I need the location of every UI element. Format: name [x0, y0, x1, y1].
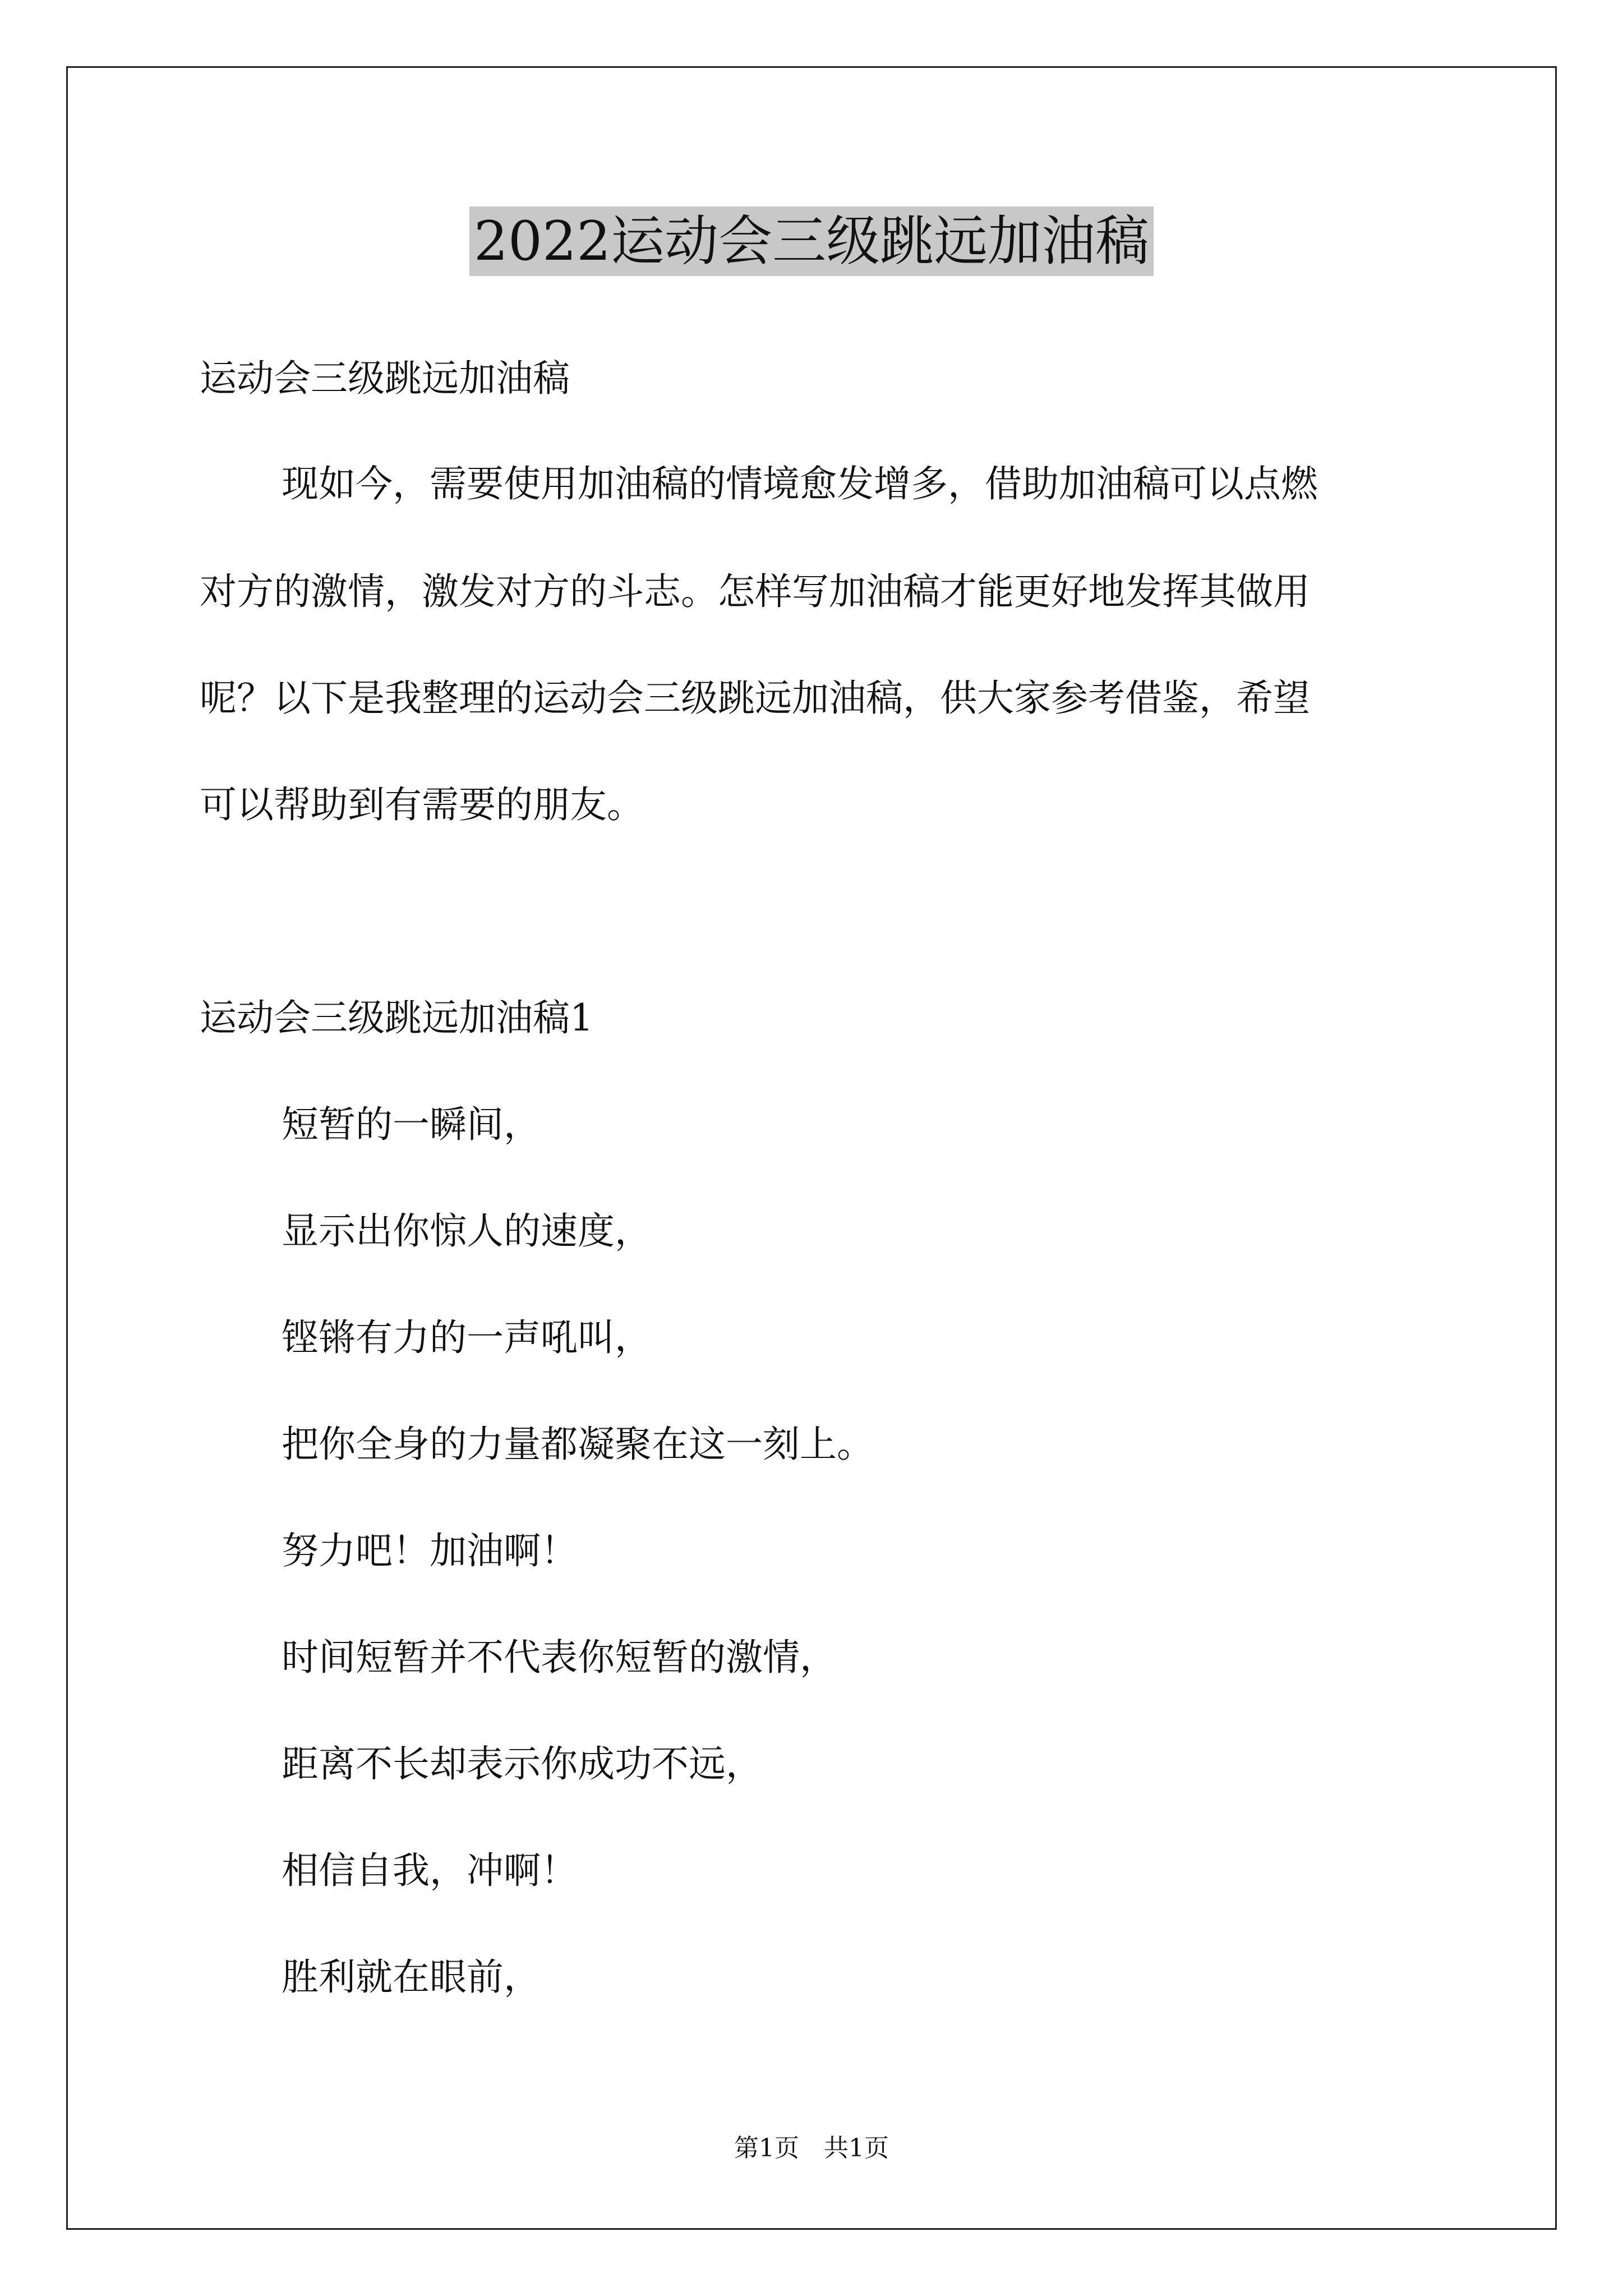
poem-line: 努力吧！加油啊！ [282, 1529, 578, 1572]
intro-line: 对方的激情，激发对方的斗志。怎样写加油稿才能更好地发挥其做用 [200, 570, 1310, 613]
poem-line: 时间短暂并不代表你短暂的激情， [282, 1636, 837, 1679]
intro-line: 现如今，需要使用加油稿的情境愈发增多，借助加油稿可以点燃 [282, 462, 1318, 505]
poem-line: 距离不长却表示你成功不远， [282, 1742, 763, 1786]
poem-line: 把你全身的力量都凝聚在这一刻上。 [282, 1423, 874, 1466]
section-heading: 运动会三级跳远加油稿1 [200, 996, 593, 1039]
document-subtitle: 运动会三级跳远加油稿 [200, 357, 570, 400]
poem-line: 铿锵有力的一声吼叫， [282, 1316, 652, 1359]
poem-line: 胜利就在眼前， [282, 1955, 541, 1999]
poem-line: 相信自我，冲啊！ [282, 1849, 578, 1892]
poem-line: 显示出你惊人的速度， [282, 1209, 652, 1253]
poem-line: 短暂的一瞬间， [282, 1103, 541, 1146]
intro-line: 可以帮助到有需要的朋友。 [200, 783, 644, 826]
page-footer: 第1页 共1页 [734, 2134, 889, 2162]
intro-line: 呢？以下是我整理的运动会三级跳远加油稿，供大家参考借鉴，希望 [200, 677, 1310, 720]
document-title-text: 2022运动会三级跳远加油稿 [469, 206, 1154, 276]
document-title [0, 202, 1623, 280]
